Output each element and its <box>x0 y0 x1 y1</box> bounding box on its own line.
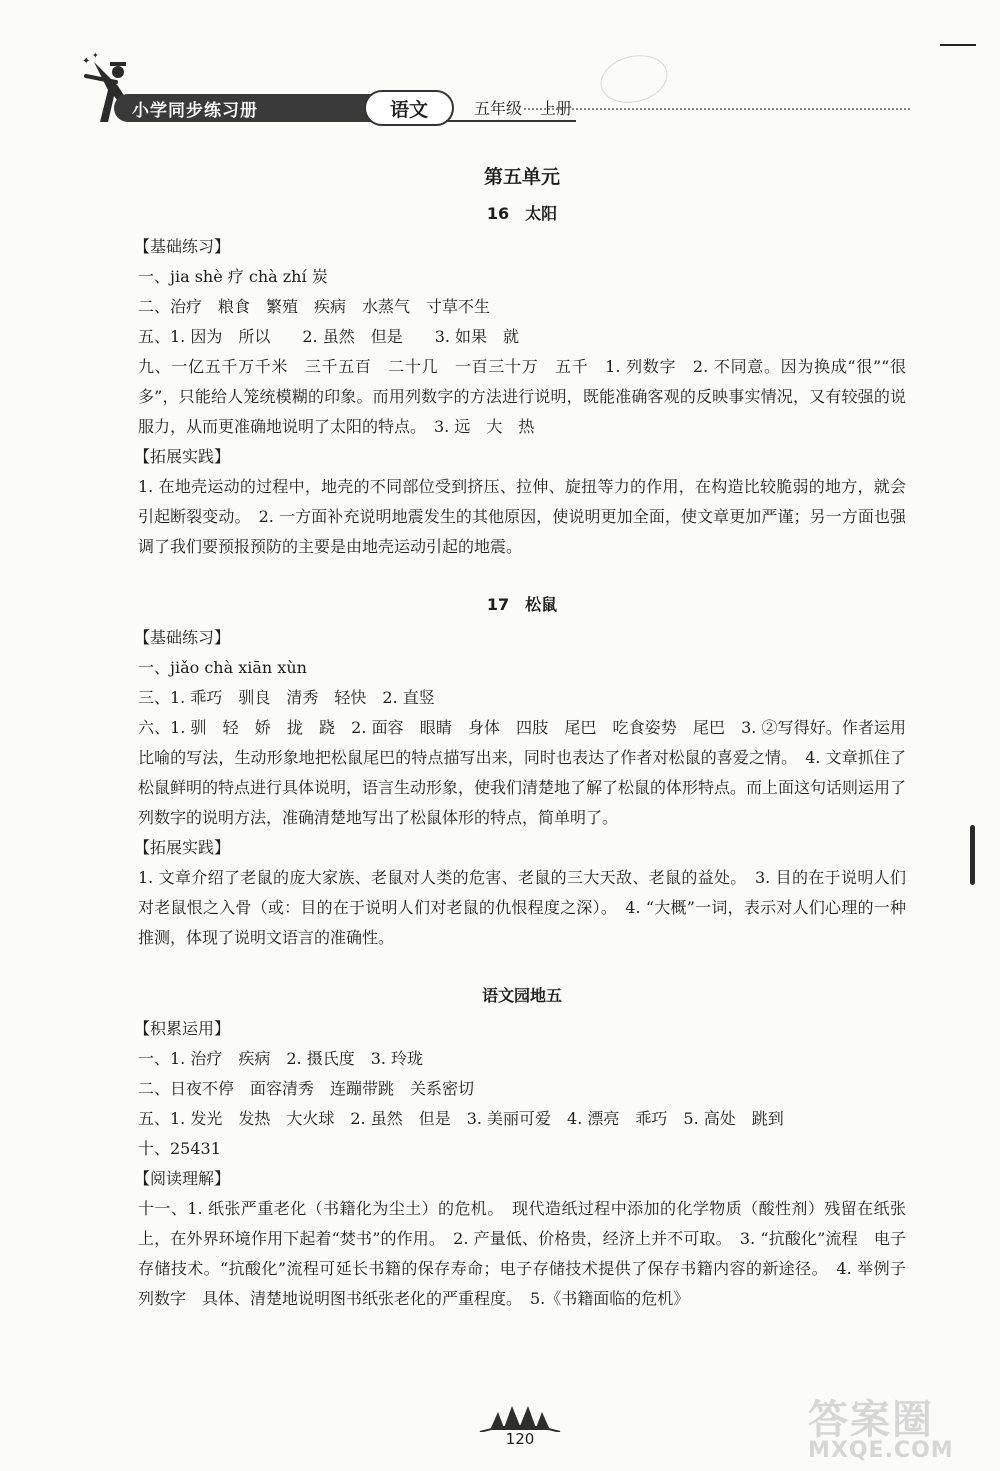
header-divider <box>524 108 910 110</box>
answer-line: 一、1. 治疗 疾病 2. 摄氏度 3. 玲珑 <box>138 1049 424 1068</box>
answer-line: 二、日夜不停 面容清秀 连蹦带跳 关系密切 <box>138 1079 475 1098</box>
grade-label: 五年级 <box>474 98 523 118</box>
section-heading: 【拓展实践】 <box>134 838 231 857</box>
faded-stamp <box>595 48 672 109</box>
page-number-badge <box>470 1402 570 1452</box>
section-heading: 【阅读理解】 <box>134 1169 231 1188</box>
answer-line: 三、1. 乖巧 驯良 清秀 轻快 2. 直竖 <box>138 688 435 707</box>
subject-tag: 语文 <box>364 90 454 126</box>
lesson-title: 语文园地五 <box>481 986 562 1005</box>
answer-paragraph: 十一、1. 纸张严重老化（书籍化为尘土）的危机。 现代造纸过程中添加的化学物质（酸性剂）残留在纸张上，在外界环境作用下起着“焚书”的作用。 2. 产量低、价格贵，经济上并不可取。 3. “抗酸化”流程 电子存储技术。“抗酸化”流程可延长书籍的保存寿命；电子存储技术提供了保存书籍内容的新途径。 4. 举例子 列数字 具体、清楚地说明图书纸张老化的严重程度。 5.《书籍面临的危机》 <box>138 1199 923 1308</box>
svg-text:✦: ✦ <box>92 51 99 60</box>
section-heading: 【基础练习】 <box>134 628 231 647</box>
answer-paragraph: 九、一亿五千万千米 三千五百 二十几 一百三十万 五千 1. 列数字 2. 不同意。因为换成“很”“很多”，只能给人笼统模糊的印象。而用列数字的方法进行说明，既能准确客观的反映事实情况，又有较强的说服力，从而更准确地说明了太阳的特点。 3. 远 大 热 <box>138 357 906 436</box>
answer-paragraph: 1. 在地壳运动的过程中，地壳的不同部位受到挤压、拉伸、旋扭等力的作用，在构造比较脆弱的地方，就会引起断裂变动。 2. 一方面补充说明地震发生的其他原因，使说明更加全面，使文章更加严谨；另一方面也强调了我们要预报预防的主要是由地壳运动引起的地震。 <box>138 477 906 556</box>
unit-title: 第五单元 <box>483 166 560 188</box>
section-heading: 【积累运用】 <box>134 1019 231 1038</box>
page-header <box>80 50 920 140</box>
lesson-section <box>134 201 906 562</box>
section-heading: 【基础练习】 <box>134 237 231 256</box>
answer-line: 十、25431 <box>138 1139 221 1158</box>
answer-paragraph: 六、1. 驯 轻 娇 拢 跷 2. 面容 眼睛 身体 四肢 尾巴 吃食姿势 尾巴 3. ②写得好。作者运用比喻的写法，生动形象地把松鼠尾巴的特点描写出来，同时也表达了作者对松鼠的喜爱之情。 4. 文章抓住了松鼠鲜明的特点进行具体说明，语言生动形象，使我们清楚地了解了松鼠的体形特点。而上面这句话则运用了列数字的说明方法，准确清楚地写出了松鼠体形的特点，简单明了。 <box>138 718 907 827</box>
series-title: 小学同步练习册 <box>114 94 376 122</box>
corner-mark <box>940 44 976 46</box>
answer-line: 五、1. 发光 发热 大火球 2. 虽然 但是 3. 美丽可爱 4. 漂亮 乖巧 5. 高处 跳到 <box>138 1109 784 1128</box>
page-number: 120 <box>505 1430 535 1448</box>
section-heading: 【拓展实践】 <box>134 447 231 466</box>
answer-content <box>134 150 923 1344</box>
watermark-url: MXQE.COM <box>808 1438 954 1463</box>
sunburst-icon <box>470 1402 570 1432</box>
site-watermark <box>808 1397 988 1466</box>
lesson-section <box>134 983 923 1314</box>
answer-line: 五、1. 因为 所以 2. 虽然 但是 3. 如果 就 <box>138 327 520 346</box>
watermark-logo-text: 答案圈 <box>808 1397 934 1443</box>
volume-label: 上册 <box>540 98 573 118</box>
scan-edge-mark <box>970 825 975 885</box>
svg-text:✦: ✦ <box>82 56 91 67</box>
lesson-title: 17 松鼠 <box>486 595 558 614</box>
lesson-title: 16 太阳 <box>486 204 558 223</box>
answer-line: 一、jiǎo chà xiān xùn <box>138 658 307 677</box>
answer-paragraph: 1. 文章介绍了老鼠的庞大家族、老鼠对人类的危害、老鼠的三大天敌、老鼠的益处。 3. 目的在于说明人们对老鼠恨之入骨（或：目的在于说明人们对老鼠的仇恨程度之深）。 4. “大概”一词，表示对人们心理的一种推测，体现了说明文语言的准确性。 <box>138 868 906 947</box>
answer-line: 二、治疗 粮食 繁殖 疾病 水蒸气 寸草不生 <box>138 297 491 316</box>
lesson-section <box>134 592 907 953</box>
answer-line: 一、jia shè 疗 chà zhí 炭 <box>138 267 328 286</box>
